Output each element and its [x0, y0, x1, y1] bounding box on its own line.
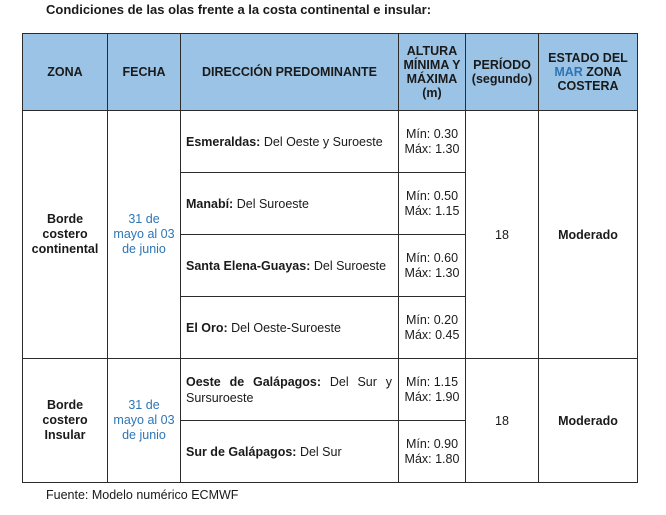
estado-cell: Moderado	[539, 111, 638, 359]
altura-max: Máx: 1.30	[404, 265, 460, 280]
direccion-value: Del Sur y Sursuroeste	[186, 374, 392, 405]
header-zona: ZONA	[23, 34, 108, 111]
table-header-row	[23, 34, 638, 111]
altura-min: Mín: 0.20	[405, 312, 459, 327]
direccion-value: Del Suroeste	[313, 258, 387, 273]
altura-cell	[399, 421, 466, 483]
direccion-cell	[181, 297, 399, 359]
direccion-value: Del Suroeste	[236, 196, 309, 211]
periodo-cell: 18	[466, 111, 539, 359]
source-note: Fuente: Modelo numérico ECMWF	[46, 488, 239, 502]
header-fecha: FECHA	[108, 34, 181, 111]
lugar-label: Oeste de Galápagos:	[186, 374, 322, 389]
fecha-cell: 31 de mayo al 03 de junio	[108, 111, 181, 359]
header-periodo: PERÍODO (segundo)	[466, 34, 539, 111]
altura-max: Máx: 1.80	[404, 451, 460, 466]
altura-min: Mín: 0.50	[405, 188, 459, 203]
table-row	[23, 111, 638, 173]
altura-max: Máx: 1.30	[404, 141, 460, 156]
altura-cell	[399, 173, 466, 235]
lugar-label: Santa Elena-Guayas:	[186, 258, 311, 273]
lugar-label: El Oro:	[186, 320, 228, 335]
periodo-cell: 18	[466, 359, 539, 483]
altura-min: Mín: 0.90	[405, 436, 459, 451]
header-altura: ALTURA MÍNIMA Y MÁXIMA (m)	[399, 34, 466, 111]
altura-min: Mín: 1.15	[405, 374, 459, 389]
header-estado-mar: MAR	[554, 65, 583, 79]
altura-max: Máx: 0.45	[404, 327, 460, 342]
header-direccion: DIRECCIÓN PREDOMINANTE	[181, 34, 399, 111]
zona-cell: Borde costero Insular	[23, 359, 108, 483]
direccion-cell	[181, 235, 399, 297]
altura-max: Máx: 1.15	[404, 203, 460, 218]
lugar-label: Esmeraldas:	[186, 134, 261, 149]
direccion-cell	[181, 359, 399, 421]
altura-cell	[399, 111, 466, 173]
table-row	[23, 359, 638, 421]
altura-cell	[399, 235, 466, 297]
direccion-value: Del Sur	[299, 444, 342, 459]
altura-min: Mín: 0.60	[405, 250, 459, 265]
direccion-cell	[181, 173, 399, 235]
header-estado: ESTADO DEL MAR ZONA COSTERA	[539, 34, 638, 111]
estado-cell: Moderado	[539, 359, 638, 483]
direccion-cell	[181, 421, 399, 483]
direccion-cell	[181, 111, 399, 173]
altura-min: Mín: 0.30	[405, 126, 459, 141]
altura-cell	[399, 359, 466, 421]
direccion-value: Del Oeste-Suroeste	[231, 320, 341, 335]
altura-max: Máx: 1.90	[404, 389, 460, 404]
lugar-label: Sur de Galápagos:	[186, 444, 297, 459]
fecha-cell: 31 de mayo al 03 de junio	[108, 359, 181, 483]
lugar-label: Manabí:	[186, 196, 234, 211]
zona-cell: Borde costero continental	[23, 111, 108, 359]
document-title: Condiciones de las olas frente a la costa continental e insular:	[46, 2, 432, 17]
altura-cell	[399, 297, 466, 359]
direccion-value: Del Oeste y Suroeste	[263, 134, 383, 149]
wave-conditions-table	[22, 33, 638, 483]
